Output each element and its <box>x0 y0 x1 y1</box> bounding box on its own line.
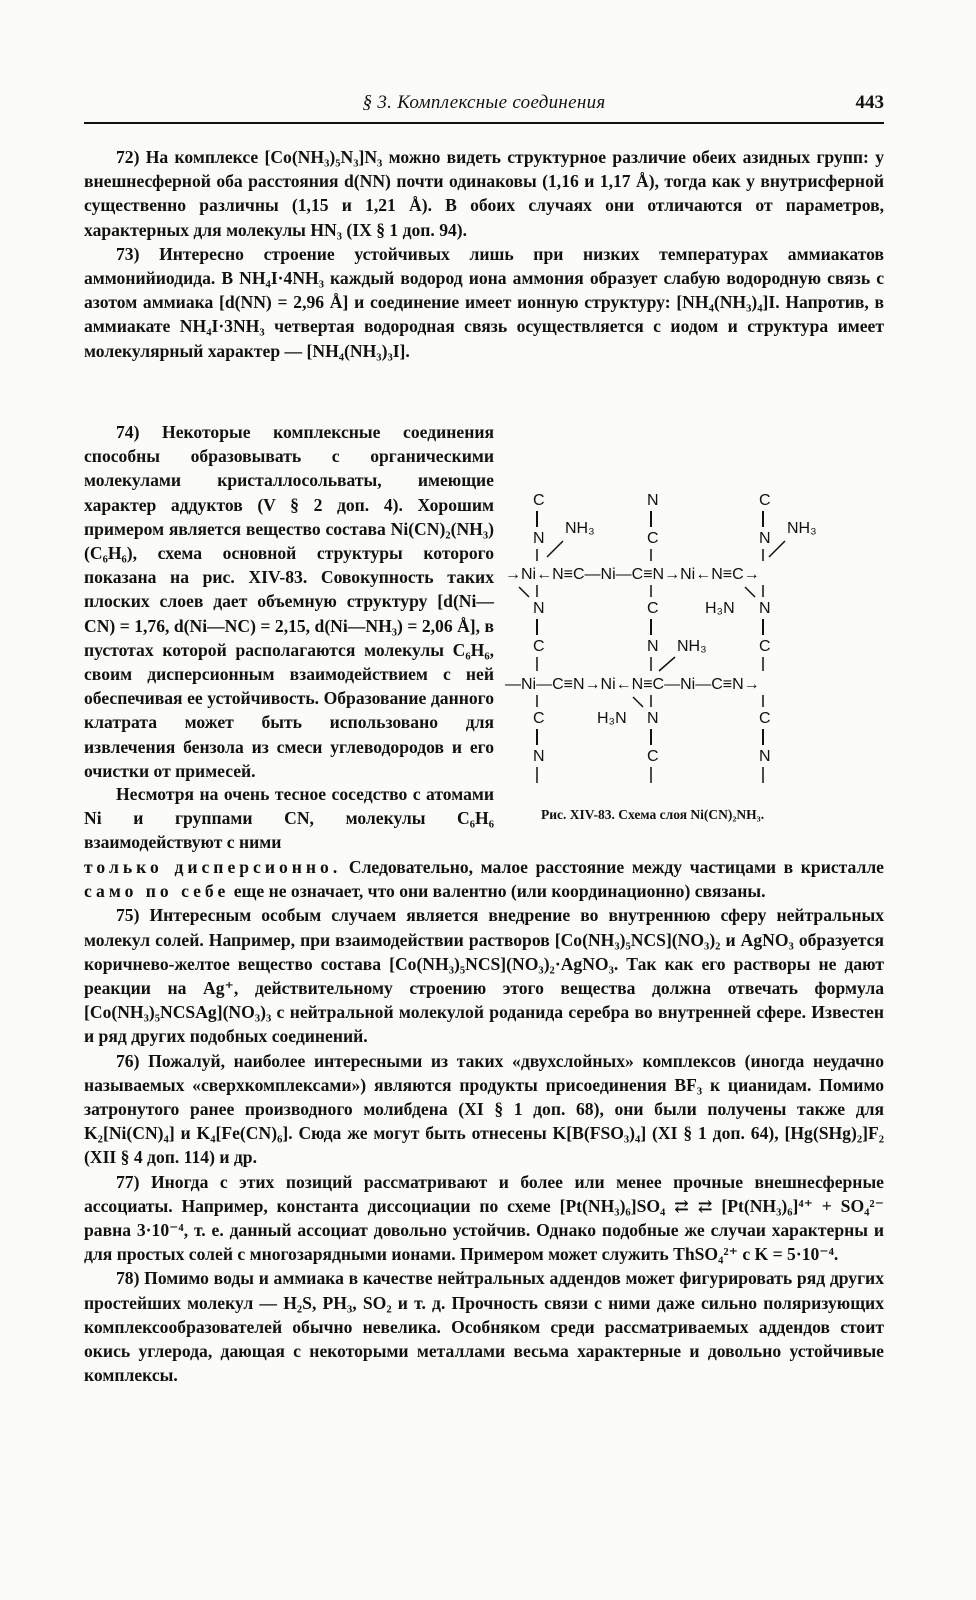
structure-diagram <box>505 485 895 805</box>
paragraph-74-sentence: Несмотря на очень тесное соседство с атомами Ni и группами CN, молекулы C₆H₆ взаимодействуют с ними <box>84 784 494 853</box>
paragraph-74-end <box>84 855 884 903</box>
atom-n: N <box>533 530 545 547</box>
atom-n: N <box>533 748 545 765</box>
paragraph-77: 77) Иногда с этих позиций рассматривают и более или менее прочные внешнесферные ассоциаты. Например, константа диссоциации по схеме [Pt(NH₃)₆]SO₄ ⇄ ⇄ [Pt(NH₃)₆]⁴⁺ + SO₄²⁻ равна 3·10⁻⁴, т. е. данный ассоциат довольно устойчив. Однако подобные же случаи характерны и для простых солей с многозарядными ионами. Примером может служить ThSO₄²⁺ с K = 5·10⁻⁴. <box>84 1171 884 1265</box>
atom-c: C <box>647 748 659 765</box>
atom-n: N <box>759 530 771 547</box>
ligand-nh3: NH₃ <box>677 638 707 655</box>
paragraph-73: 73) Интересно строение устойчивых лишь при низких температурах аммиакатов аммонийиодида. В NH₄I·4NH₃ каждый водород иона аммония образует слабую водородную связь с азотом аммиака [d(NN) = 2,96 Å] и соединение имеет ионную структуру: [NH₄(NH₃)₄]I. Напротив, в аммиакате NH₄I·3NH₃ четвертая водородная связь осуществляется с иодом и структура имеет молекулярный характер — [NH₄(NH₃)₃I]. <box>84 243 884 361</box>
figure-caption: Рис. XIV-83. Схема слоя Ni(CN)₂NH₃. <box>541 807 765 822</box>
page-number: 443 <box>855 92 884 113</box>
atom-n: N <box>647 638 659 655</box>
ligand-nh3: NH₃ <box>565 520 595 537</box>
atom-n: N <box>759 600 771 617</box>
ligand-nh3: NH₃ <box>787 520 817 537</box>
paragraph-74: 74) Некоторые комплексные соединения способны образовывать с органическими молекулами кристаллосольваты, имеющие характер аддуктов (V § 2 доп. 4). Хорошим примером является вещество состава Ni(CN)₂(NH₃)(C₆H₆), схема основной структуры которого показана на рис. XIV-83. Совокупность таких плоских слоев дает объемную структуру [d(Ni—CN) = 1,76, d(Ni—NC) = 2,15, d(Ni—NH₃) = 2,06 Å], в пустотах которой располагаются молекулы C₆H₆, своим дисперсионным взаимодействием с ней обеспечивая ее устойчивость. Образование данного клатрата может быть использовано для извлечения бензола из смеси углеводородов и его очистки от примесей. <box>84 422 494 781</box>
emphasis-by-itself: само по себе <box>84 881 230 902</box>
atom-n: N <box>759 748 771 765</box>
atom-c: C <box>533 710 545 727</box>
text-block-full <box>84 855 884 1387</box>
paragraph-78: 78) Помимо воды и аммиака в качестве нейтральных аддендов может фигурировать ряд других простейших молекул — H₂S, PH₃, SO₂ и т. д. Прочность связи с ними даже сильно поляризующих комплексообразователей обычно невелика. Особняком среди рассматриваемых аддендов стоит окись углерода, дающая с некоторыми металлами весьма характерные и довольно устойчивые комплексы. <box>84 1268 884 1386</box>
figure-ni-cn-layer <box>505 485 895 830</box>
paragraph-74-cont <box>84 782 494 855</box>
atom-n: N <box>533 600 545 617</box>
paragraph-76: 76) Пожалуй, наиболее интересными из таких «двухслойных» комплексов (иногда неудачно называемых «сверхкомплексами») являются продукты присоединения BF₃ к цианидам. Помимо затронутого ранее производного молибдена (XI § 1 доп. 68), они были получены также для K₂[Ni(CN)₄] и K₄[Fe(CN)₆]. Сюда же могут быть отнесены K[B(FSO₃)₄] (XI § 1 доп. 64), [Hg(SHg)₂]F₂ (XII § 4 доп. 114) и др. <box>84 1050 884 1168</box>
ligand-h3n: H₃N <box>705 600 735 617</box>
atom-c: C <box>759 492 771 509</box>
running-header <box>84 92 884 124</box>
paragraph-75: 75) Интересным особым случаем является внедрение во внутреннюю сферу нейтральных молекул солей. Например, при взаимодействии растворов [Co(NH₃)₅NCS](NO₃)₂ и AgNO₃ образуется коричнево-желтое вещество состава [Co(NH₃)₅NCS](NO₃)₂·AgNO₃. Так как его растворы не дают реакции на Ag⁺, действительному строению этого вещества должна отвечать формула [Co(NH₃)₅NCSAg](NO₃)₃ с нейтральной молекулой роданида серебра во внутренней сфере. Известен и ряд других подобных соединений. <box>84 905 884 1047</box>
atom-c: C <box>759 710 771 727</box>
text-block-top <box>84 145 884 363</box>
emphasis-dispersion: только дисперсионно. <box>84 857 342 877</box>
atom-n: N <box>647 492 659 509</box>
atom-c: C <box>533 638 545 655</box>
atom-c: C <box>647 600 659 617</box>
text-block-left <box>84 420 494 783</box>
atom-c: C <box>533 492 545 509</box>
atom-c: C <box>647 530 659 547</box>
sentence: Следовательно, малое расстояние между частицами в кристалле <box>348 857 884 877</box>
header-title: § 3. Комплексные соединения <box>362 92 606 113</box>
chain-row-1: →Ni←N≡C—Ni—C≡N→Ni←N≡C→ <box>505 566 760 583</box>
ligand-h3n: H₃N <box>597 710 627 727</box>
text-block-middle <box>84 782 494 855</box>
chain-row-2: —Ni—C≡N→Ni←N≡C—Ni—C≡N→ <box>505 676 760 693</box>
atom-c: C <box>759 638 771 655</box>
atom-n: N <box>647 710 659 727</box>
paragraph-72: 72) На комплексе [Co(NH₃)₅N₃]N₃ можно видеть структурное различие обеих азидных групп: у внешнесферной оба расстояния d(NN) почти одинаковы (1,16 и 1,17 Å), тогда как у внутрисферной существенно различны (1,15 и 1,21 Å). В обоих случаях они отличаются от параметров, характерных для молекулы HN₃ (IX § 1 доп. 94). <box>84 147 884 240</box>
sentence: еще не означает, что они валентно (или координационно) связаны. <box>233 881 766 902</box>
